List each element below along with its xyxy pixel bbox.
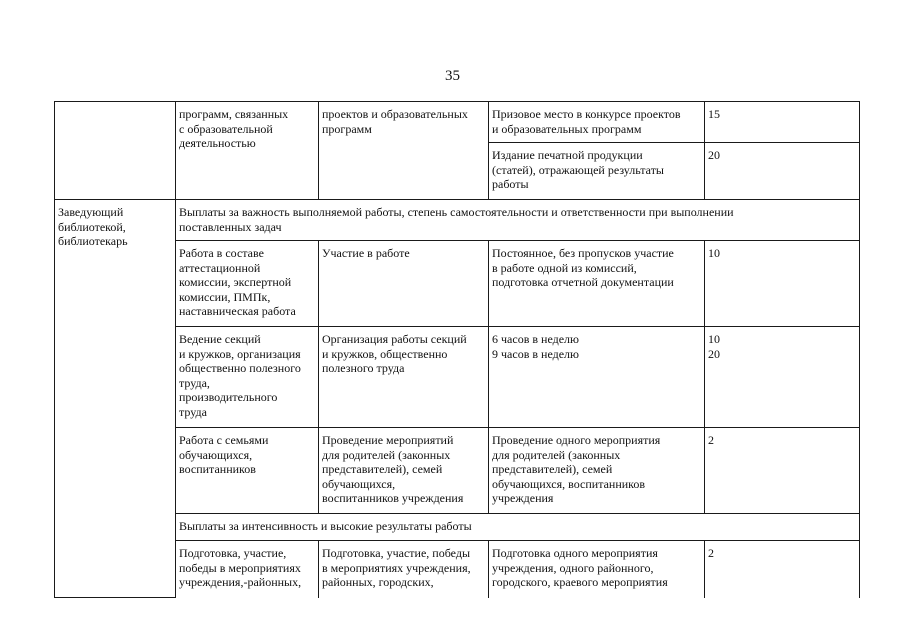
text-line: обучающихся, воспитанников <box>492 476 646 491</box>
text-line: подготовка отчетной документации <box>492 275 674 289</box>
text-line: производительного <box>179 390 278 404</box>
text-line: 20 <box>708 148 720 162</box>
conditions-cell <box>319 327 489 428</box>
indicator-cell <box>489 541 705 598</box>
text-line: и кружков, общественно <box>322 346 448 361</box>
payments-table <box>54 101 860 598</box>
table-row <box>55 541 860 598</box>
text-line: 9 часов в неделю <box>492 346 579 361</box>
conditions-cell <box>319 428 489 514</box>
text-line: Подготовка одного мероприятия <box>492 546 658 560</box>
text-line: проектов и образовательных <box>322 107 468 121</box>
position-cell <box>55 200 176 598</box>
text-line: библиотекой, <box>58 219 126 234</box>
text-line: труда <box>179 404 207 419</box>
text-line: 20 <box>708 346 720 361</box>
text-line: для родителей (законных <box>322 447 451 462</box>
text-line: Призовое место в конкурсе проектов <box>492 107 681 121</box>
text-line: Проведение мероприятий <box>322 433 454 447</box>
text-line: и образовательных программ <box>492 121 642 136</box>
criterion-cell <box>176 327 319 428</box>
text-line: учреждения <box>492 491 554 505</box>
text-line: комиссии, ПМПк, <box>179 289 271 304</box>
text-line: Участие в работе <box>322 246 410 260</box>
text-line: библиотекарь <box>58 234 128 248</box>
points-cell <box>705 102 860 143</box>
text-line: программ, связанных <box>179 107 289 121</box>
text-line: труда, <box>179 375 210 390</box>
text-line: программ <box>322 121 372 136</box>
conditions-cell <box>319 541 489 598</box>
section-heading <box>176 200 860 241</box>
text-line: представителей), семей <box>322 462 443 476</box>
text-line: городского, краевого мероприятия <box>492 575 668 589</box>
text-line: Выплаты за интенсивность и высокие результаты работы <box>179 519 472 533</box>
text-line: Постоянное, без пропусков участие <box>492 246 674 260</box>
points-cell <box>705 241 860 327</box>
section-row <box>55 514 860 541</box>
text-line: учреждения,-районных, <box>179 575 302 589</box>
criterion-cell <box>176 428 319 514</box>
text-line: работы <box>492 177 529 191</box>
text-line: 10 <box>708 246 720 260</box>
text-line: победы в мероприятиях <box>179 560 301 575</box>
text-line: общественно полезного <box>179 361 301 375</box>
points-cell <box>705 143 860 200</box>
text-line: 2 <box>708 433 714 447</box>
text-line: 10 <box>708 332 720 346</box>
text-line: 15 <box>708 107 720 121</box>
table-row <box>55 241 860 327</box>
points-cell <box>705 541 860 598</box>
indicator-cell <box>489 428 705 514</box>
text-line: воспитанников <box>179 462 256 476</box>
position-cell-empty <box>55 102 176 200</box>
text-line: с образовательной <box>179 121 273 136</box>
text-line: в работе одной из комиссий, <box>492 260 637 275</box>
text-line: представителей), семей <box>492 462 613 476</box>
section-heading <box>176 514 860 541</box>
text-line: Издание печатной продукции <box>492 148 643 162</box>
text-line: и кружков, организация <box>179 346 301 361</box>
text-line: учреждения, одного районного, <box>492 560 654 575</box>
text-line: наставническая работа <box>179 304 296 318</box>
points-cell <box>705 327 860 428</box>
text-line: (статей), отражающей результаты <box>492 162 664 177</box>
points-cell <box>705 428 860 514</box>
indicator-cell <box>489 143 705 200</box>
criterion-cell <box>176 102 319 200</box>
table-row <box>55 102 860 143</box>
indicator-cell <box>489 327 705 428</box>
text-line: в мероприятиях учреждения, <box>322 560 471 575</box>
criterion-cell <box>176 241 319 327</box>
text-line: воспитанников учреждения <box>322 491 464 505</box>
text-line: Проведение одного мероприятия <box>492 433 661 447</box>
section-row <box>55 200 860 241</box>
conditions-cell <box>319 241 489 327</box>
table-row <box>55 327 860 428</box>
text-line: аттестационной <box>179 260 261 275</box>
text-line: Работа в составе <box>179 246 264 260</box>
text-line: поставленных задач <box>179 219 282 234</box>
text-line: Ведение секций <box>179 332 261 346</box>
text-line: Подготовка, участие, победы <box>322 546 471 560</box>
indicator-cell <box>489 241 705 327</box>
text-line: обучающихся, <box>179 447 253 462</box>
text-line: деятельностью <box>179 136 256 150</box>
text-line: Выплаты за важность выполняемой работы, степень самостоятельности и ответственности при выполнении <box>179 205 734 219</box>
text-line: для родителей (законных <box>492 447 621 462</box>
text-line: 6 часов в неделю <box>492 332 579 346</box>
text-line: Организация работы секций <box>322 332 467 346</box>
indicator-cell <box>489 102 705 143</box>
text-line: Работа с семьями <box>179 433 269 447</box>
conditions-cell <box>319 102 489 200</box>
criterion-cell <box>176 541 319 598</box>
text-line: 2 <box>708 546 714 560</box>
text-line: Заведующий <box>58 205 124 219</box>
text-line: комиссии, экспертной <box>179 275 292 289</box>
text-line: Подготовка, участие, <box>179 546 287 560</box>
page-number: 35 <box>445 68 460 84</box>
table-row <box>55 428 860 514</box>
text-line: районных, городских, <box>322 575 434 589</box>
text-line: полезного труда <box>322 361 405 375</box>
text-line: обучающихся, <box>322 476 396 491</box>
